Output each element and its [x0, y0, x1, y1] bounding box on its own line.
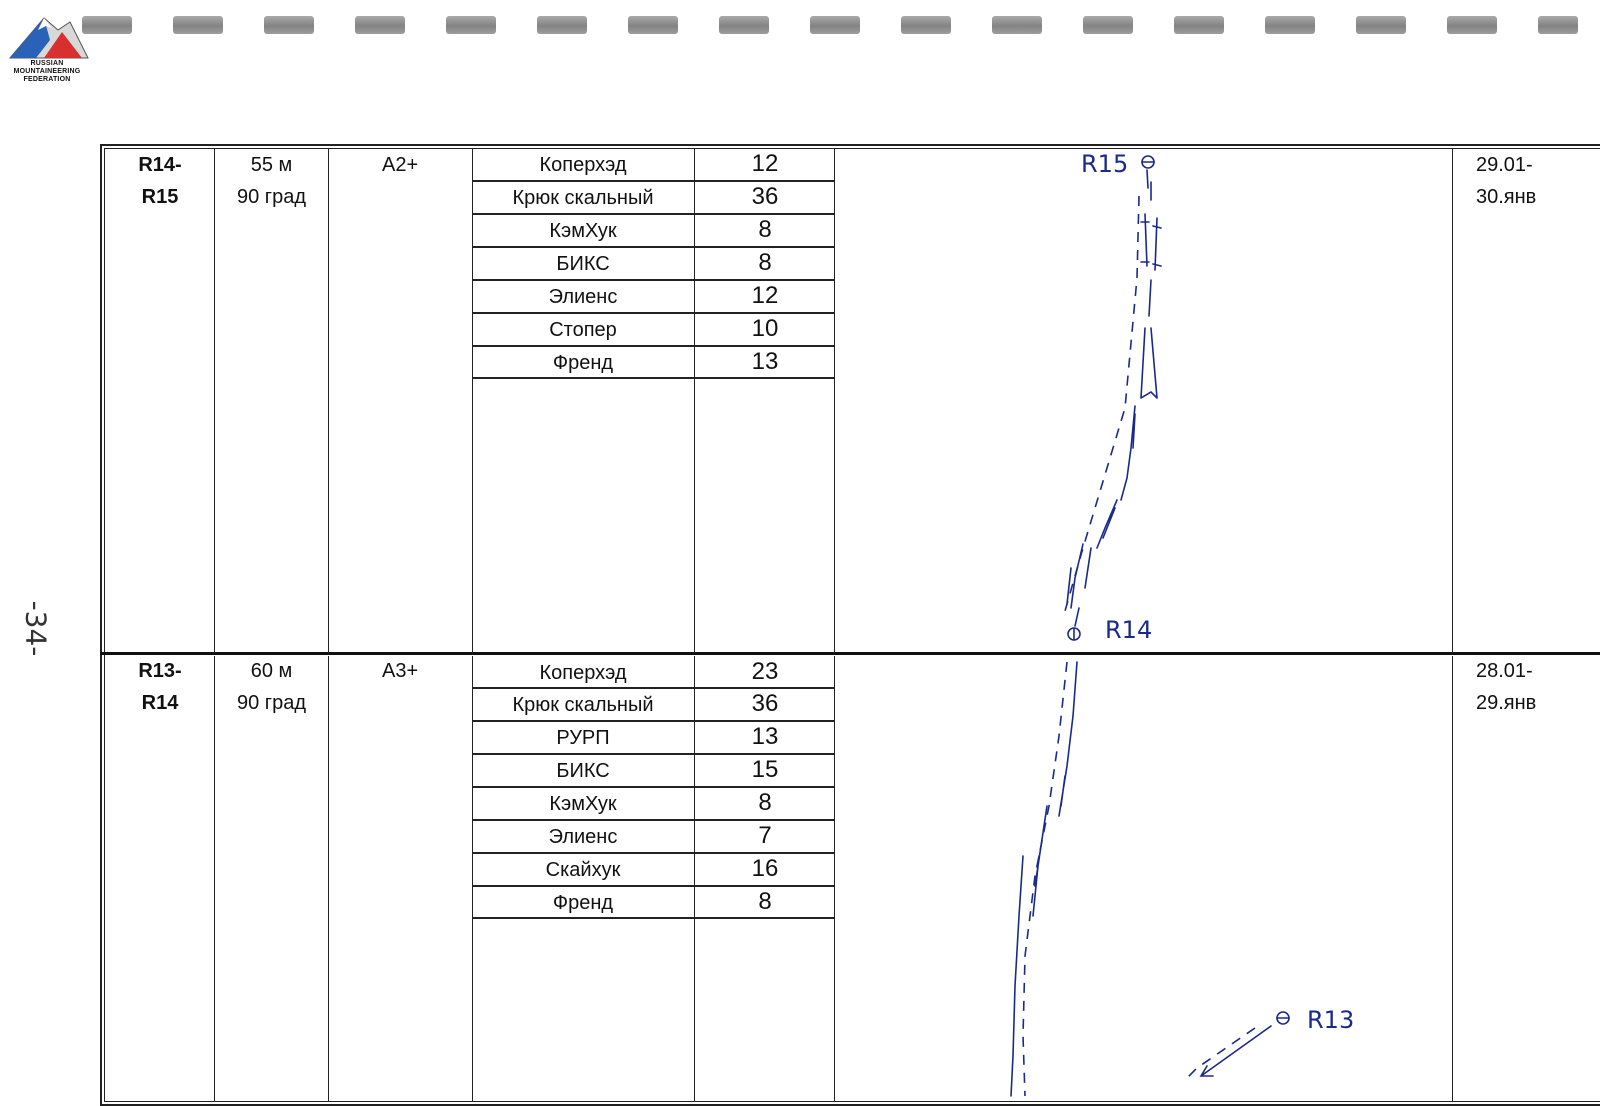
punch-mark [1447, 16, 1497, 34]
gear-name: Скайхук [545, 859, 621, 881]
gear-name: Элиенс [548, 826, 618, 848]
gear-name: Френд [552, 892, 614, 914]
gear-name: Крюк скальный [512, 694, 654, 716]
gear-count: 12 [751, 150, 779, 177]
federation-logo [0, 0, 96, 92]
gear-count: 23 [751, 658, 779, 685]
punch-mark [537, 16, 587, 34]
section-id: R13- [138, 660, 182, 682]
route-sketch [835, 148, 1452, 654]
gear-name: Стопер [549, 319, 617, 341]
page-number: -34- [19, 600, 53, 657]
column-divider [214, 148, 215, 654]
section-date: 30.янв [1476, 186, 1537, 208]
section-angle: 90 град [236, 186, 306, 208]
gear-name: КэмХук [549, 793, 617, 815]
gear-count: 12 [751, 282, 779, 309]
punch-mark [355, 16, 405, 34]
section-length: 60 м [250, 660, 293, 682]
section-grade: A2+ [382, 154, 419, 176]
section-angle: 90 град [236, 692, 306, 714]
logo-line-3: FEDERATION [23, 76, 71, 83]
sketch-label: R14 [1105, 616, 1153, 644]
column-divider [328, 656, 329, 1102]
section-length: 55 м [250, 154, 293, 176]
header-strip [0, 0, 1600, 60]
column-divider [328, 148, 329, 654]
punch-mark [992, 16, 1042, 34]
gear-count: 36 [751, 183, 779, 210]
route-table [100, 144, 1600, 1106]
gear-count: 13 [751, 348, 779, 375]
punch-mark [446, 16, 496, 34]
gear-name: КэмХук [549, 220, 617, 242]
section-row-r13-r14 [104, 656, 1600, 1102]
gear-name: Френд [552, 352, 614, 374]
gear-name: РУРП [556, 727, 610, 749]
gear-count: 16 [751, 855, 779, 882]
gear-count: 7 [758, 822, 772, 849]
section-id: R14- [138, 154, 182, 176]
column-divider [1452, 148, 1453, 654]
mountain-logo-icon [0, 0, 96, 64]
punch-mark [1538, 16, 1578, 34]
gear-count: 36 [751, 690, 779, 717]
column-divider [214, 656, 215, 1102]
gear-name: Элиенс [548, 286, 618, 308]
section-id: R14 [141, 692, 179, 714]
punch-mark [173, 16, 223, 34]
gear-name: БИКС [556, 760, 610, 782]
punch-mark [1265, 16, 1315, 34]
logo-line-1: RUSSIAN [30, 60, 64, 67]
punch-mark [1083, 16, 1133, 34]
punch-mark [1356, 16, 1406, 34]
column-divider [1452, 656, 1453, 1102]
gear-row-line [473, 377, 835, 379]
gear-count: 8 [758, 888, 772, 915]
punch-mark [901, 16, 951, 34]
section-grade: A3+ [382, 660, 419, 682]
gear-name: Коперхэд [539, 662, 627, 684]
gear-row-line [473, 917, 835, 919]
gear-count: 8 [758, 789, 772, 816]
section-date: 29.янв [1476, 692, 1537, 714]
gear-count: 15 [751, 756, 779, 783]
punch-mark [628, 16, 678, 34]
gear-count: 13 [751, 723, 779, 750]
sketch-label: R13 [1307, 1006, 1355, 1034]
gear-count: 8 [758, 249, 772, 276]
punch-mark [1174, 16, 1224, 34]
punch-mark [719, 16, 769, 34]
section-date: 28.01- [1476, 660, 1533, 682]
section-id: R15 [141, 186, 179, 208]
gear-name: БИКС [556, 253, 610, 275]
gear-count: 10 [751, 315, 779, 342]
gear-count: 8 [758, 216, 772, 243]
punch-mark [264, 16, 314, 34]
logo-line-2: MOUNTAINEERING [13, 68, 81, 75]
punch-mark [810, 16, 860, 34]
section-date: 29.01- [1476, 154, 1533, 176]
sketch-label: R15 [1081, 150, 1129, 178]
route-sketch [835, 656, 1452, 1102]
gear-name: Коперхэд [539, 154, 627, 176]
gear-name: Крюк скальный [512, 187, 654, 209]
section-row-r14-r15 [104, 148, 1600, 654]
